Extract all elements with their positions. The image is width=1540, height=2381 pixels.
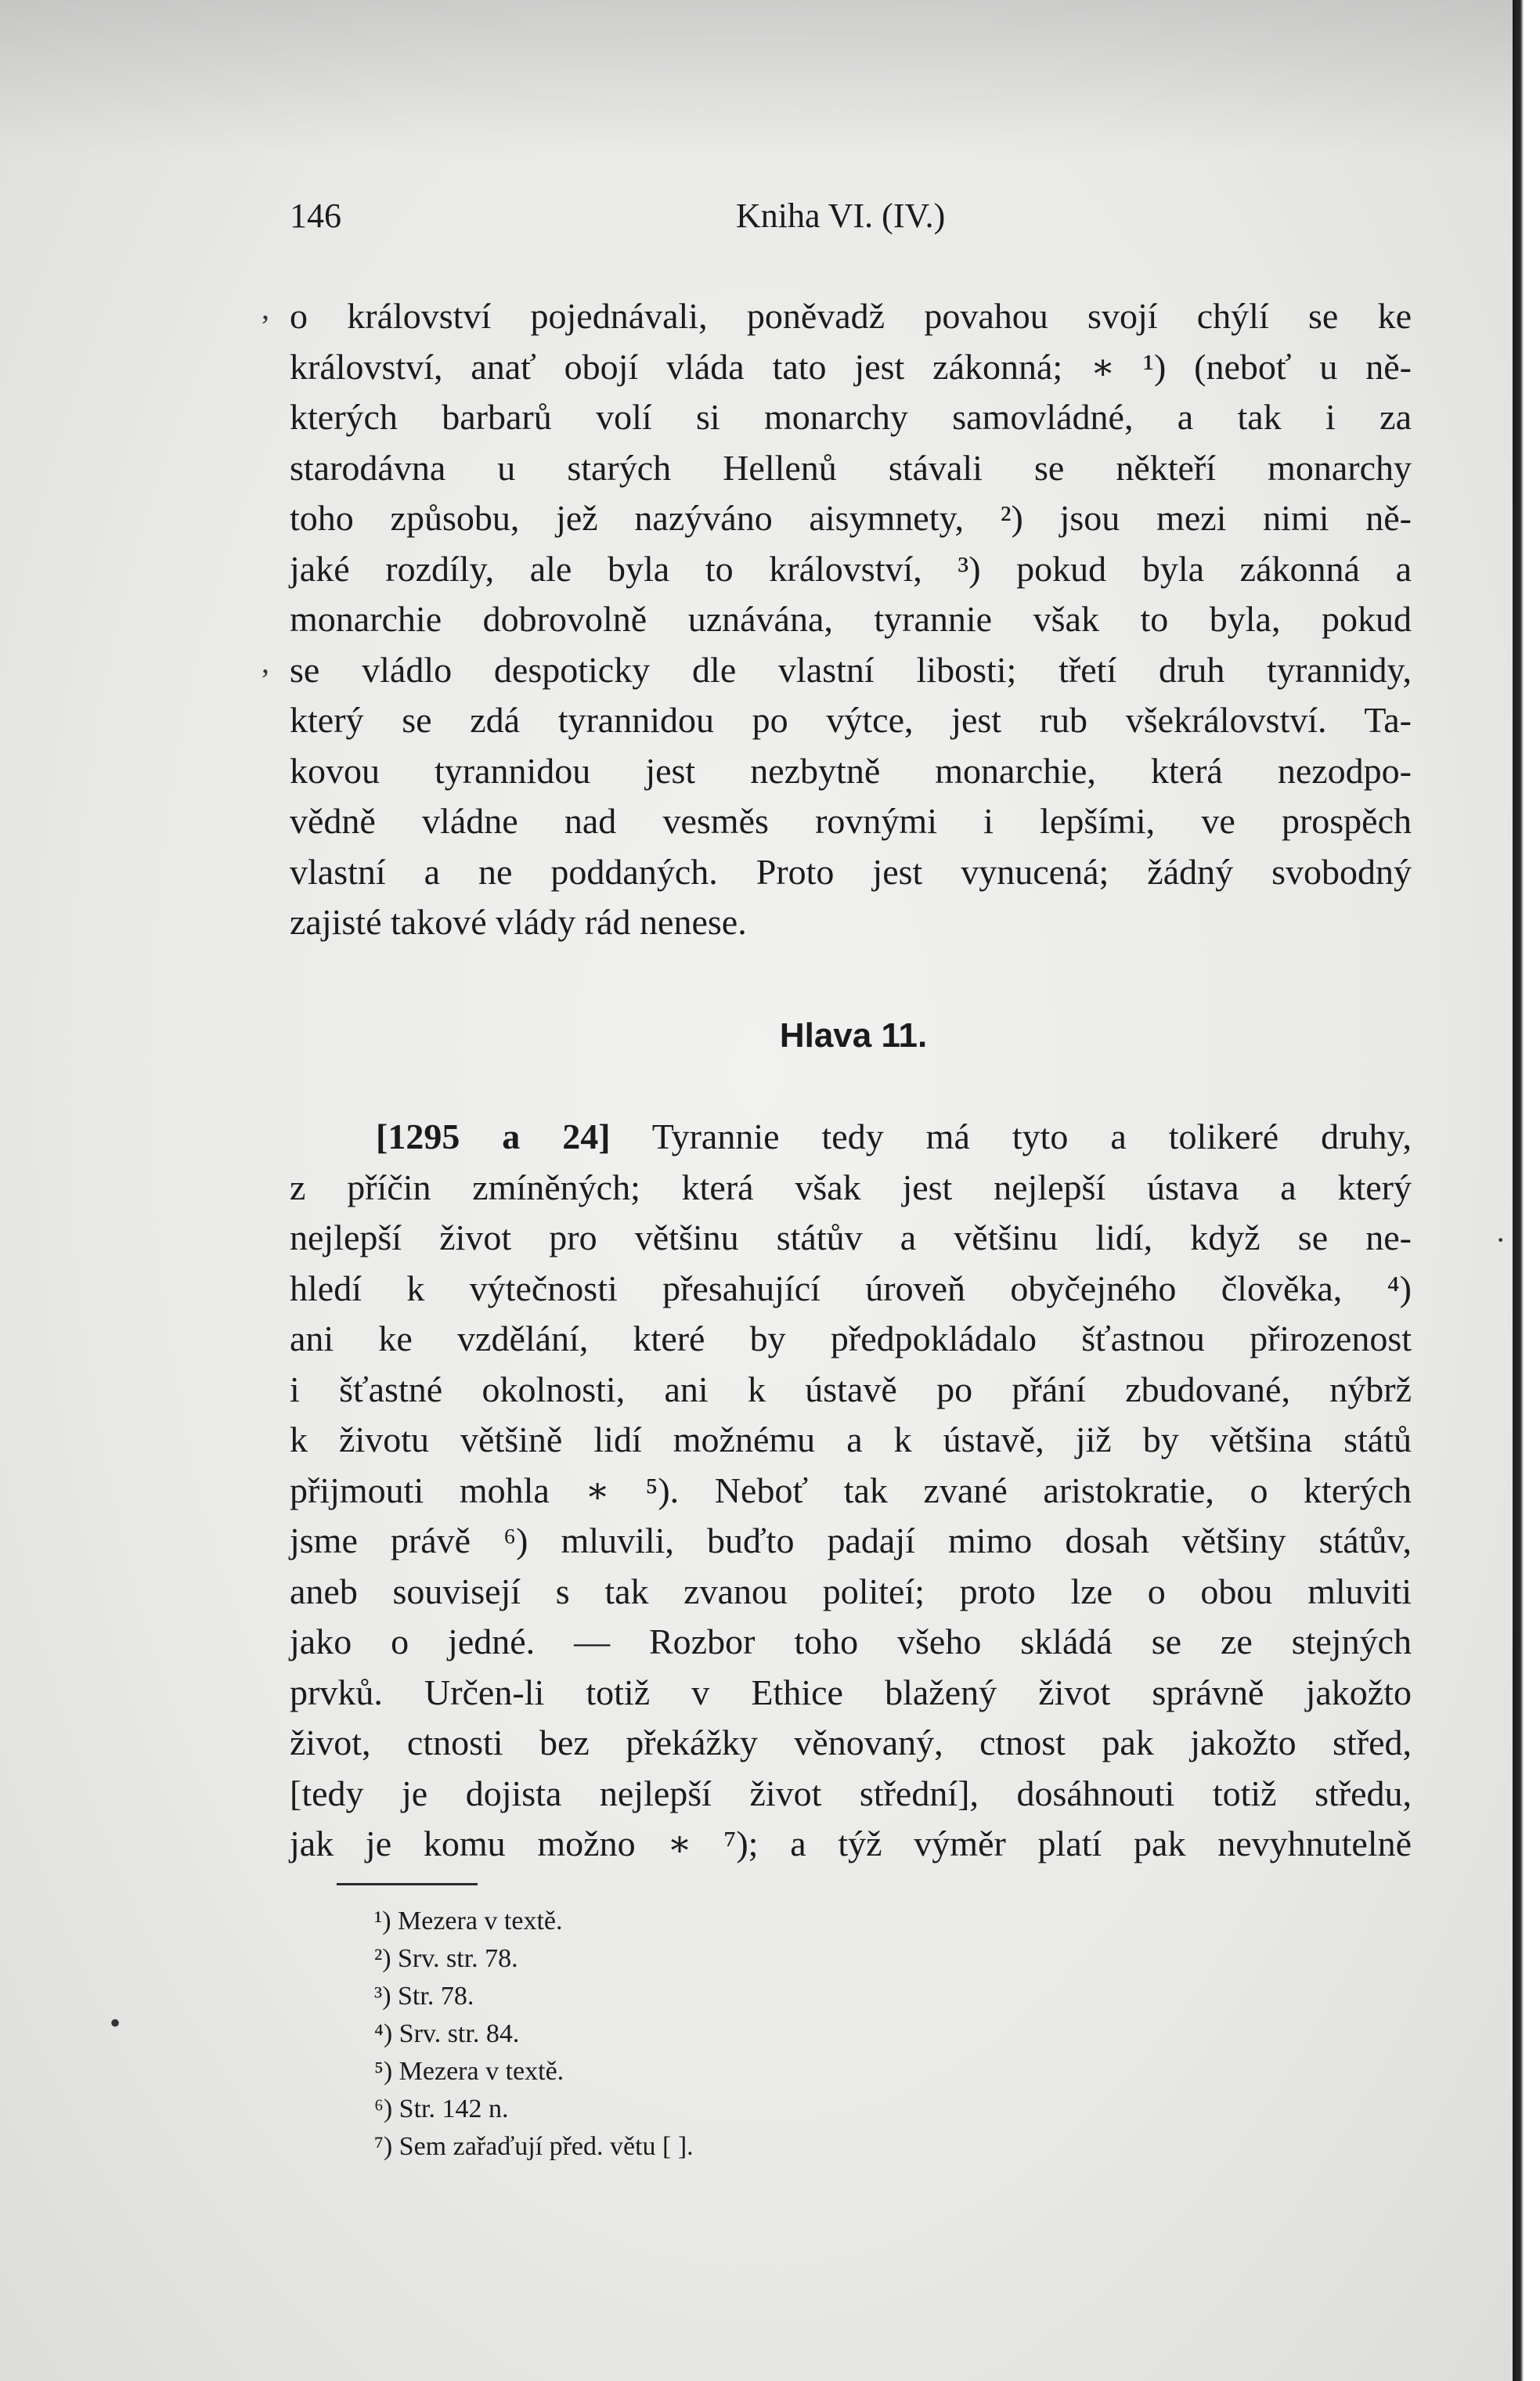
text-line: kovou tyrannidou jest nezbytně monarchie, která nezodpo- [290,750,1412,791]
footnote: ⁷) Sem zařaďují před. větu [ ]. [374,2132,694,2161]
text-line: ani ke vzdělání, které by předpokládalo šťastnou přirozenost [290,1319,1412,1358]
footnote: ⁵) Mezera v textě. [374,2057,564,2086]
text-line: k životu většině lidí možnému a k ústavě, již by většina států [290,1420,1412,1459]
margin-mark: · [1495,1222,1506,1257]
footnote: ²) Srv. str. 78. [374,1944,518,1973]
chapter-heading: Hlava 11. [779,1016,928,1055]
footnote: ⁴) Srv. str. 84. [374,2019,520,2048]
text-line: hledí k výtečnosti přesahující úroveň obyčejného člověka, ⁴) [290,1268,1412,1308]
text-line: přijmouti mohla ∗ ⁵). Neboť tak zvané aristokratie, o kterých [290,1470,1412,1510]
text-line: toho způsobu, jež nazýváno aisymnety, ²) jsou mezi nimi ně- [290,498,1412,538]
text-line: aneb souvisejí s tak zvanou politeí; proto lze o obou mluviti [290,1571,1412,1611]
page-edge [1513,0,1540,2381]
text-line: království, anať obojí vláda tato jest zákonná; ∗ ¹) (neboť u ně- [290,346,1412,387]
text-line: [tedy je dojista nejlepší život střední], dosáhnouti totiž středu, [290,1773,1412,1813]
text-line: jako o jedné. — Rozbor toho všeho skládá se ze stejných [290,1622,1412,1661]
footnotes [374,1903,1157,2166]
text-line: prvků. Určen-li totiž v Ethice blažený život správně jakožto [290,1672,1412,1712]
text-line: starodávna u starých Hellenů stávali se někteří monarchy [290,447,1412,488]
page-number: 146 [290,197,341,235]
text-line: i šťastné okolnosti, ani k ústavě po přání zbudované, nýbrž [290,1369,1412,1409]
footnote: ¹) Mezera v textě. [374,1907,563,1935]
text-line: o království pojednávali, poněvadž povahou svojí chýlí se ke [290,296,1412,336]
page-header [290,196,1417,243]
text-line: jak je komu možno ∗ ⁷); a týž výměr platí pak nevyhnutelně [290,1824,1412,1863]
footnote-rule [337,1883,478,1885]
text-line: kterých barbarů volí si monarchy samovládné, a tak i za [290,397,1412,437]
text-line: se vládlo despoticky dle vlastní libosti; třetí druh tyrannidy, [290,649,1412,690]
text-line: jsme právě ⁶) mluvili, buďto padají mimo dosah většiny státův, [290,1521,1412,1560]
text-line: jaké rozdíly, ale byla to království, ³) pokud byla zákonná a [290,548,1412,589]
paragraph-1 [290,291,1412,948]
margin-mark: • [110,2005,121,2040]
text-line: zajisté takové vlády rád nenese. [290,902,747,942]
text-line: monarchie dobrovolně uznávána, tyrannie však to byla, pokud [290,599,1412,639]
text-segment: Tyrannie tedy má tyto a tolikeré druhy, [651,1117,1412,1156]
text-line: který se zdá tyrannidou po výtce, jest rub všekrálovství. Ta- [290,700,1412,740]
text-line: vědně vládne nad vesměs rovnými i lepšími, ve prospěch [290,801,1412,841]
text-line: nejlepší život pro většinu státův a většinu lidí, když se ne- [290,1218,1412,1257]
text-line: z příčin zmíněných; která však jest nejlepší ústava a který [290,1167,1412,1207]
margin-mark: , [261,644,269,680]
footnote: ³) Str. 78. [374,1982,474,2011]
text-line: vlastní a ne poddaných. Proto jest vynucená; žádný svobodný [290,851,1412,892]
paragraph-reference: [1295 a 24] [376,1117,611,1156]
running-head: Kniha VI. (IV.) [736,197,946,235]
paragraph-2 [290,1112,1412,1870]
text-line-first [290,1112,1412,1163]
scan-noise [0,0,1513,157]
text-line: život, ctnosti bez překážky věnovaný, ctnost pak jakožto střed, [290,1723,1412,1762]
margin-mark: , [261,290,269,326]
footnote: ⁶) Str. 142 n. [374,2094,509,2123]
